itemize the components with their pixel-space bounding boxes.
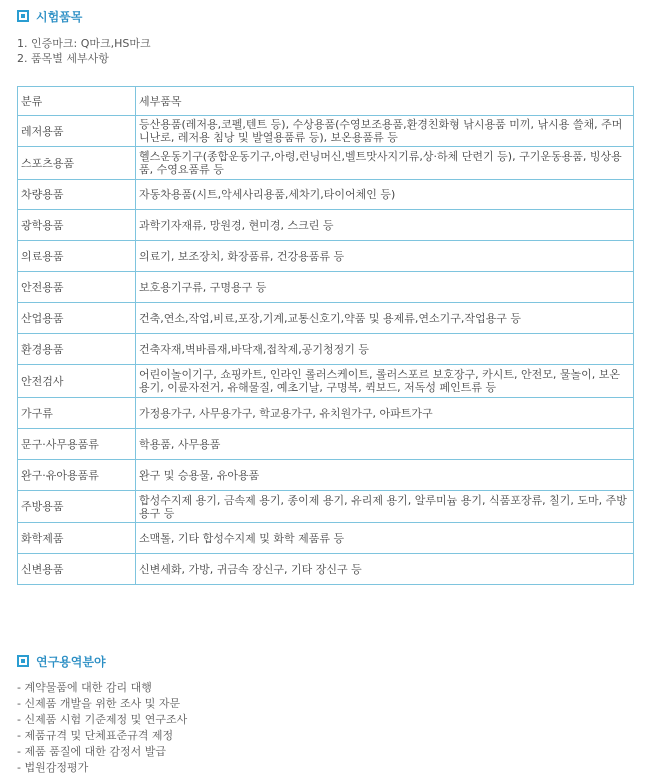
list-item: - 계약물품에 대한 감리 대행 [17, 681, 152, 694]
row-detail: 신변세화, 가방, 귀금속 장신구, 기타 장신구 등 [136, 554, 634, 585]
list-item: - 법원감정평가 [17, 761, 89, 774]
row-category: 환경용품 [18, 334, 136, 365]
list-item: - 신제품 시험 기준제정 및 연구조사 [17, 713, 188, 726]
row-category: 차량용품 [18, 180, 136, 210]
row-category: 신변용품 [18, 554, 136, 585]
row-detail: 헬스운동기구(종합운동기구,아령,런닝머신,벨트맛사지기류,상·하체 단련기 등), 구기운동용품, 빙상용품, 수영요품류 등 [136, 147, 634, 180]
row-detail: 과학기자재류, 망원경, 현미경, 스크린 등 [136, 210, 634, 241]
row-category: 주방용품 [18, 491, 136, 523]
table-row [18, 147, 634, 180]
intro-line: 2. 품목별 세부사항 [17, 52, 109, 65]
row-detail: 건축자재,벽바름재,바닥재,접착제,공기청정기 등 [136, 334, 634, 365]
section-header-research [17, 653, 106, 669]
section-title: 연구용역분야 [36, 654, 106, 669]
row-detail: 어린이놀이기구, 쇼핑카트, 인라인 롤러스케이트, 롤러스포르 보호장구, 카시트, 안전모, 물놀이, 보온용기, 이륜자전거, 유해물질, 예초기날, 구명복, 퀵보드, 저독성 페인트류 등 [136, 365, 634, 398]
row-detail: 완구 및 승용물, 유아용품 [136, 460, 634, 491]
row-detail: 소맥톨, 기타 합성수지제 및 화학 제품류 등 [136, 523, 634, 554]
list-item: - 신제품 개발을 위한 조사 및 자문 [17, 697, 181, 710]
row-category: 레저용품 [18, 116, 136, 147]
table-row [18, 272, 634, 303]
row-category: 안전검사 [18, 365, 136, 398]
table-header-row [18, 87, 634, 116]
row-detail: 합성수지제 용기, 금속제 용기, 종이제 용기, 유리제 용기, 알루미늄 용기, 식품포장류, 칠기, 도마, 주방용구 등 [136, 491, 634, 523]
row-category: 화학제품 [18, 523, 136, 554]
table-row [18, 398, 634, 429]
row-detail: 건축,연소,작업,비료,포장,기계,교통신호기,약품 및 용제류,연소기구,작업용구 등 [136, 303, 634, 334]
intro-list [17, 36, 151, 66]
row-detail: 의료기, 보조장치, 화장품류, 건강용품류 등 [136, 241, 634, 272]
list-item: - 제품 품질에 대한 감정서 발급 [17, 745, 166, 758]
row-detail: 가정용가구, 사무용가구, 학교용가구, 유치원가구, 아파트가구 [136, 398, 634, 429]
square-bullet-icon [17, 10, 29, 22]
header-category: 분류 [18, 87, 136, 116]
row-detail: 보호용기구류, 구명용구 등 [136, 272, 634, 303]
row-category: 산업용품 [18, 303, 136, 334]
table-row [18, 460, 634, 491]
row-category: 완구·유아용품류 [18, 460, 136, 491]
list-item: - 제품규격 및 단체표준규격 제정 [17, 729, 174, 742]
row-detail: 등산용품(레저용,코펠,텐트 등), 수상용품(수영보조용품,환경친화형 낚시용품 미끼, 낚시용 쓸채, 주머니난로, 레저용 침낭 및 발열용품류 등), 보온용품류 등 [136, 116, 634, 147]
table-row [18, 116, 634, 147]
row-category: 광학용품 [18, 210, 136, 241]
row-category: 의료용품 [18, 241, 136, 272]
table-row [18, 210, 634, 241]
table-row [18, 365, 634, 398]
table-row [18, 241, 634, 272]
header-detail: 세부품목 [136, 87, 634, 116]
table-row [18, 180, 634, 210]
row-category: 스포츠용품 [18, 147, 136, 180]
row-detail: 자동차용품(시트,악세사리용품,세차기,타이어체인 등) [136, 180, 634, 210]
section-title: 시험품목 [36, 9, 83, 24]
row-category: 안전용품 [18, 272, 136, 303]
square-bullet-icon [17, 655, 29, 667]
table-row [18, 523, 634, 554]
intro-line: 1. 인증마크: Q마크,HS마크 [17, 37, 151, 50]
row-category: 문구·사무용품류 [18, 429, 136, 460]
row-category: 가구류 [18, 398, 136, 429]
table-row [18, 334, 634, 365]
research-list [17, 680, 187, 776]
table-row [18, 429, 634, 460]
section-header-test-items [17, 8, 82, 24]
row-detail: 학용품, 사무용품 [136, 429, 634, 460]
test-items-table [17, 86, 634, 585]
table-row [18, 491, 634, 523]
table-row [18, 303, 634, 334]
table-row [18, 554, 634, 585]
